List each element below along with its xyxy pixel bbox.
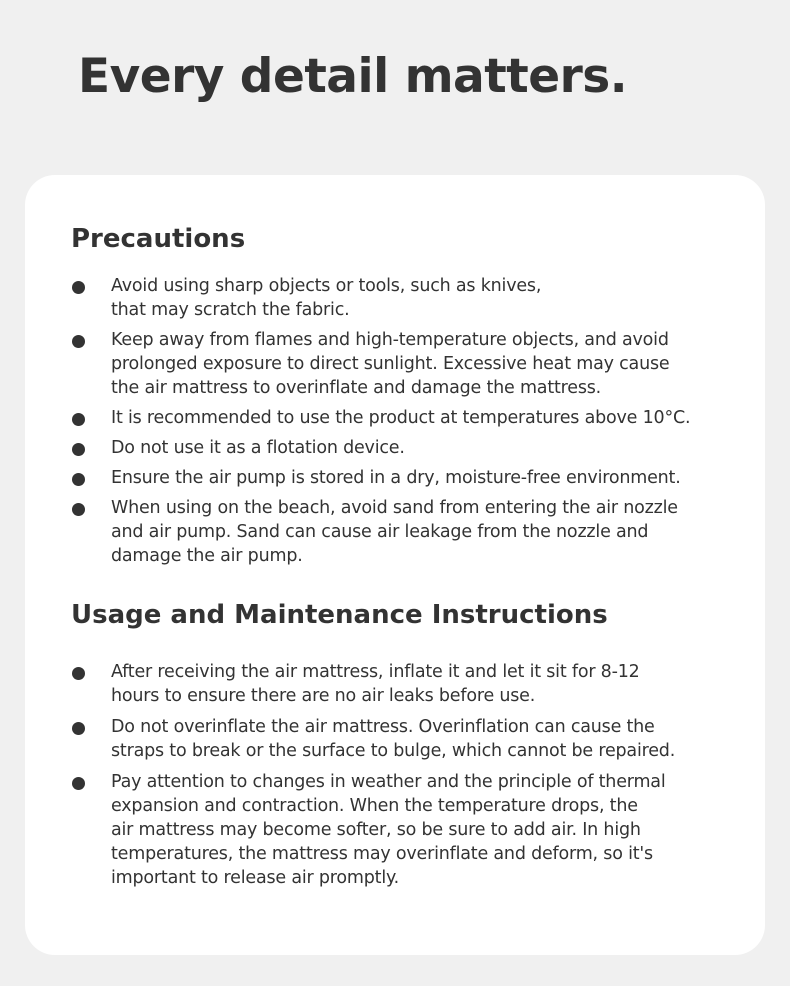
list-item bbox=[71, 496, 751, 568]
text-line: Do not use it as a flotation device. bbox=[111, 438, 405, 458]
text-line: prolonged exposure to direct sunlight. Excessive heat may cause bbox=[111, 354, 670, 374]
bullet-icon bbox=[72, 443, 85, 456]
text-line: and air pump. Sand can cause air leakage from the nozzle and bbox=[111, 522, 649, 542]
list-item-text bbox=[111, 770, 751, 890]
text-line: damage the air pump. bbox=[111, 546, 303, 566]
usage-heading: Usage and Maintenance Instructions bbox=[71, 600, 608, 630]
content-card bbox=[25, 175, 765, 955]
text-line: It is recommended to use the product at temperatures above 10°C. bbox=[111, 408, 691, 428]
page-title: Every detail matters. bbox=[78, 49, 628, 104]
list-item bbox=[71, 715, 751, 763]
list-item-text bbox=[111, 466, 751, 490]
text-line: Ensure the air pump is stored in a dry, moisture-free environment. bbox=[111, 468, 681, 488]
bullet-icon bbox=[72, 503, 85, 516]
text-line: Pay attention to changes in weather and the principle of thermal bbox=[111, 772, 666, 792]
list-item-text bbox=[111, 660, 751, 708]
text-line: Avoid using sharp objects or tools, such as knives, bbox=[111, 276, 542, 296]
text-line: the air mattress to overinflate and damage the mattress. bbox=[111, 378, 602, 398]
text-line: expansion and contraction. When the temperature drops, the bbox=[111, 796, 638, 816]
text-line: Keep away from flames and high-temperature objects, and avoid bbox=[111, 330, 669, 350]
usage-section bbox=[71, 595, 751, 890]
list-item bbox=[71, 660, 751, 708]
list-item bbox=[71, 406, 751, 430]
bullet-icon bbox=[72, 335, 85, 348]
list-item-text bbox=[111, 436, 751, 460]
bullet-icon bbox=[72, 281, 85, 294]
text-line: After receiving the air mattress, inflate it and let it sit for 8-12 bbox=[111, 662, 640, 682]
bullet-icon bbox=[72, 667, 85, 680]
usage-list bbox=[71, 660, 751, 890]
precautions-section bbox=[71, 219, 751, 568]
list-item-text bbox=[111, 715, 751, 763]
list-item bbox=[71, 466, 751, 490]
list-item-text bbox=[111, 328, 751, 400]
list-item bbox=[71, 770, 751, 890]
bullet-icon bbox=[72, 473, 85, 486]
bullet-icon bbox=[72, 777, 85, 790]
list-item-text bbox=[111, 496, 751, 568]
list-item-text bbox=[111, 406, 751, 430]
text-line: that may scratch the fabric. bbox=[111, 300, 350, 320]
list-item bbox=[71, 328, 751, 400]
text-line: temperatures, the mattress may overinflate and deform, so it's bbox=[111, 844, 653, 864]
list-item bbox=[71, 274, 751, 322]
text-line: air mattress may become softer, so be sure to add air. In high bbox=[111, 820, 641, 840]
bullet-icon bbox=[72, 722, 85, 735]
list-item bbox=[71, 436, 751, 460]
text-line: When using on the beach, avoid sand from entering the air nozzle bbox=[111, 498, 678, 518]
precautions-heading: Precautions bbox=[71, 224, 246, 254]
precautions-list bbox=[71, 274, 751, 568]
text-line: Do not overinflate the air mattress. Overinflation can cause the bbox=[111, 717, 655, 737]
list-item-text bbox=[111, 274, 751, 322]
text-line: straps to break or the surface to bulge, which cannot be repaired. bbox=[111, 741, 676, 761]
text-line: important to release air promptly. bbox=[111, 868, 399, 888]
bullet-icon bbox=[72, 413, 85, 426]
text-line: hours to ensure there are no air leaks before use. bbox=[111, 686, 536, 706]
